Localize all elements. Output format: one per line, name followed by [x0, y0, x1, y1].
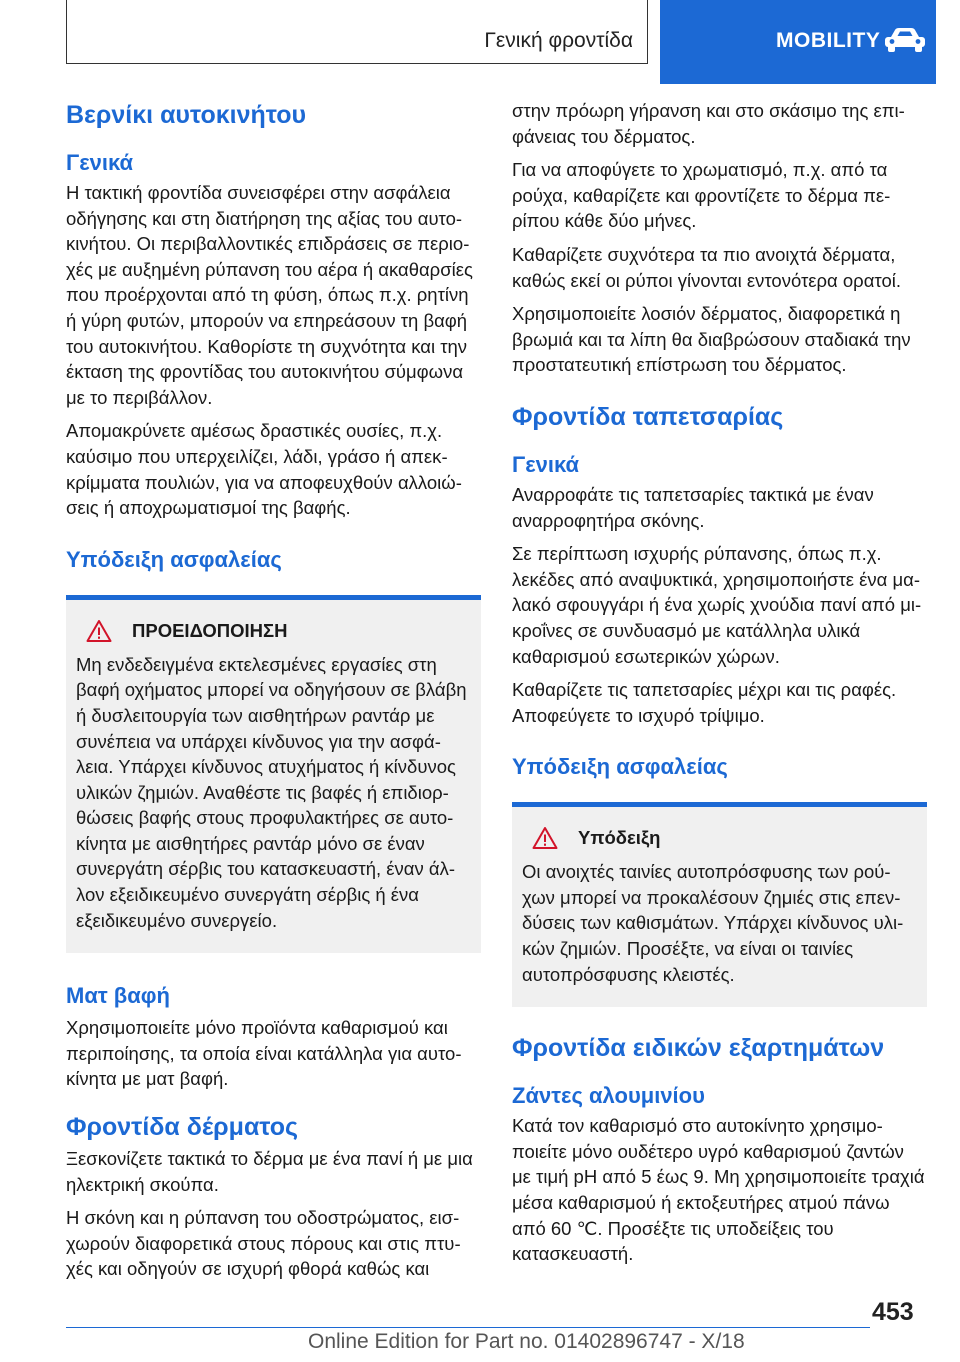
- header-section-title: Γενική φροντίδα: [484, 29, 633, 52]
- general-heading-right: Γενικά: [512, 451, 580, 477]
- warning-text: Μη ενδεδειγμένα εκτελεσμένες εργασίες στη βαφή οχήματος μπορεί να οδηγήσουν σε βλάβη ή δυσλειτουργία των αισθητήρων ραντάρ με συνέπεια να υπάρχει κίνδυνος για την ασφάλεια. Υπάρχει κίνδυνος ατυχήματος ή κίνδυνος υλικών ζημιών. Αναθέστε τις βαφές ή επιδιορθώσεις βαφής στους προφυλακτήρες σε αυτοκίνητα με αισθητήρες ραντάρ μόνο σε έναν συνεργάτη σέρβις του κατασκευαστή, έναν άλλον εξειδικευμένο συνεργάτη σέρβις ή ένα εξειδικευμένο συνεργείο.: [76, 653, 467, 931]
- page-number: 453: [872, 1298, 914, 1326]
- matte-text: Χρησιμοποιείτε μόνο προϊόντα καθαρισμού και περιποίησης, τα οποία είναι κατάλληλα για αυτοκίνητα με ματ βαφή.: [66, 1017, 462, 1090]
- mobility-label: MOBILITY: [776, 29, 881, 52]
- warning-title: ΠΡΟΕΙΔΟΠΟΙΗΣΗ: [132, 619, 288, 641]
- general-text: Η τακτική φροντίδα συνεισφέρει στην ασφάλεια οδήγησης και στη διατήρηση της αξίας του αυτοκινήτου. Οι περιβαλλοντικές επιδράσεις σε περιοχές με αυξημένη ρύπανση του αέρα ή ακαθαρσίες που προέρχονται από τη φύση, όπως π.χ. ρητίνη ή γύρη φυτών, μπορούν να επηρεάσουν τη βαφή του αυτοκινήτου. Καθορίστε τη συχνότητα και την έκταση της φροντίδας του αυτοκινήτου σύμφωνα με το περιβάλλον.: [66, 182, 473, 408]
- warning-triangle-icon: [532, 826, 558, 850]
- upholstery-title: Φροντίδα ταπετσαρίας: [512, 402, 784, 431]
- note-box: [512, 802, 927, 1007]
- leather-text-1: Ξεσκονίζετε τακτικά το δέρμα με ένα πανί ή με μια ηλεκτρική σκούπα.: [66, 1148, 473, 1195]
- footer-rule: [66, 1327, 870, 1328]
- leather-text-continued: στην πρόωρη γήρανση και στο σκάσιμο της επιφάνειας του δέρματος.: [512, 100, 905, 147]
- car-icon: [883, 27, 927, 53]
- leather-text-5: Χρησιμοποιείτε λοσιόν δέρματος, διαφορετικά η βρωμιά και τα λίπη θα διαβρώσουν σταδιακά την προστατευτική επίστρωση του δέρματος.: [512, 303, 911, 376]
- upholstery-text-3: Καθαρίζετε τις ταπετσαρίες μέχρι και τις ραφές. Αποφεύγετε το ισχυρό τρίψιμο.: [512, 679, 897, 726]
- varnish-title: Βερνίκι αυτοκινήτου: [66, 101, 307, 129]
- upholstery-text-1: Αναρροφάτε τις ταπετσαρίες τακτικά με έναν αναρροφητήρα σκόνης.: [512, 483, 874, 531]
- left-column: [66, 98, 481, 1282]
- leather-title: Φροντίδα δέρματος: [66, 1113, 299, 1142]
- warning-box: [66, 595, 481, 954]
- leather-text-4: Καθαρίζετε συχνότερα τα πιο ανοιχτά δέρματα, καθώς εκεί οι ρύποι γίνονται εντονότερα ορατοί.: [512, 243, 901, 291]
- upholstery-text-2: Σε περίπτωση ισχυρής ρύπανσης, όπως π.χ. λεκέδες από αναψυκτικά, χρησιμοποιήστε ένα μαλακό σφουγγάρι ή ένα χωρίς χνούδια πανί από μικροΐνες σε συνδυασμό με κατάλληλα υλικά καθαρισμού εσωτερικών χώρων.: [512, 543, 922, 667]
- leather-text-2: Η σκόνη και η ρύπανση του οδοστρώματος, εισχωρούν διαφορετικά στους πόρους και στις πτυχές και οδηγούν σε ισχυρή φθορά καθώς και: [66, 1207, 461, 1280]
- special-parts-title: Φροντίδα ειδικών εξαρτημάτων: [512, 1034, 885, 1063]
- leather-text-3: Για να αποφύγετε το χρωματισμό, π.χ. από τα ρούχα, καθαρίζετε και φροντίζετε το δέρμα περίπου κάθε δύο μήνες.: [512, 159, 891, 232]
- note-text: Οι ανοιχτές ταινίες αυτοπρόσφυσης των ρούχων μπορεί να προκαλέσουν ζημιές στις επενδύσεις των καθισμάτων. Υπάρχει κίνδυνος υλικών ζημιών. Προσέξτε, να είναι οι ταινίες αυτοπρόσφυσης κλειστές.: [522, 861, 904, 985]
- rims-text: Κατά τον καθαρισμό στο αυτοκίνητο χρησιμοποιείτε μόνο ουδέτερο υγρό καθαρισμού ζαντών με τιμή pH από 5 έως 9. Μη χρησιμοποιείτε τραχιά μέσα καθαρισμού ή εκτοξευτήρες ατμού πάνω από 60 ℃. Προσέξτε τις υποδείξεις του κατασκευαστή.: [512, 1115, 925, 1265]
- footer-text: Online Edition for Part no. 01402896747 - X/18: [308, 1330, 745, 1353]
- remove-text: Απομακρύνετε αμέσως δραστικές ουσίες, π.χ. καύσιμο που υπερχειλίζει, λάδι, γράσο ή απεκκρίμματα πουλιών, για να αποφευχθούν αλλοιώσεις ή αποχρωματισμοί της βαφής.: [66, 420, 462, 519]
- safety-heading-right: Υπόδειξη ασφαλείας: [512, 754, 728, 780]
- mobility-tab: [660, 0, 936, 84]
- matte-heading: Ματ βαφή: [66, 983, 170, 1009]
- rims-heading: Ζάντες αλουμινίου: [512, 1083, 705, 1109]
- general-heading: Γενικά: [66, 150, 134, 175]
- right-column: [512, 98, 927, 1267]
- note-title: Υπόδειξη: [578, 827, 661, 849]
- warning-triangle-icon: [86, 619, 112, 643]
- header-title-box: [66, 0, 648, 64]
- safety-heading-left: Υπόδειξη ασφαλείας: [66, 546, 282, 572]
